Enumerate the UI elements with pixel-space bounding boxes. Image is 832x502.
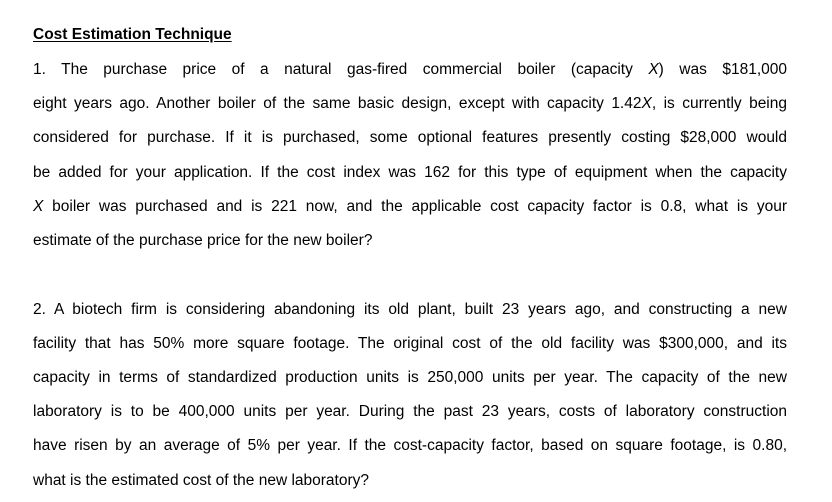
problem-2-line: laboratory is to be 400,000 units per year. During the past 23 years, costs of laboratory construction	[33, 403, 787, 421]
problem-2-line: facility that has 50% more square footage. The original cost of the old facility was $300,000, and its	[33, 334, 787, 352]
paragraph-spacer	[33, 258, 787, 293]
problem-2-line: capacity in terms of standardized production units is 250,000 units per year. The capacity of the new	[33, 369, 787, 387]
problem-2-line: what is the estimated cost of the new laboratory?	[33, 471, 370, 489]
problem-1-line: X boiler was purchased and is 221 now, and the applicable cost capacity factor is 0.8, what is your	[33, 197, 787, 215]
problem-1-line: estimate of the purchase price for the new boiler?	[33, 231, 373, 249]
section-heading: Cost Estimation Technique	[33, 26, 232, 43]
problem-1-line: be added for your application. If the cost index was 162 for this type of equipment when the capacity	[33, 163, 787, 181]
problem-1	[33, 53, 787, 258]
document-page	[33, 24, 787, 498]
problem-2-line: have risen by an average of 5% per year. If the cost-capacity factor, based on square footage, is 0.80,	[33, 437, 787, 455]
problem-1-line: considered for purchase. If it is purchased, some optional features presently costing $28,000 would	[33, 129, 787, 147]
problem-2-line: 2. A biotech firm is considering abandoning its old plant, built 23 years ago, and constructing a new	[33, 300, 787, 318]
problem-2	[33, 293, 787, 498]
problem-1-line: eight years ago. Another boiler of the same basic design, except with capacity 1.42X, is currently being	[33, 95, 787, 113]
problem-1-line: 1. The purchase price of a natural gas-fired commercial boiler (capacity X) was $181,000	[33, 61, 787, 78]
